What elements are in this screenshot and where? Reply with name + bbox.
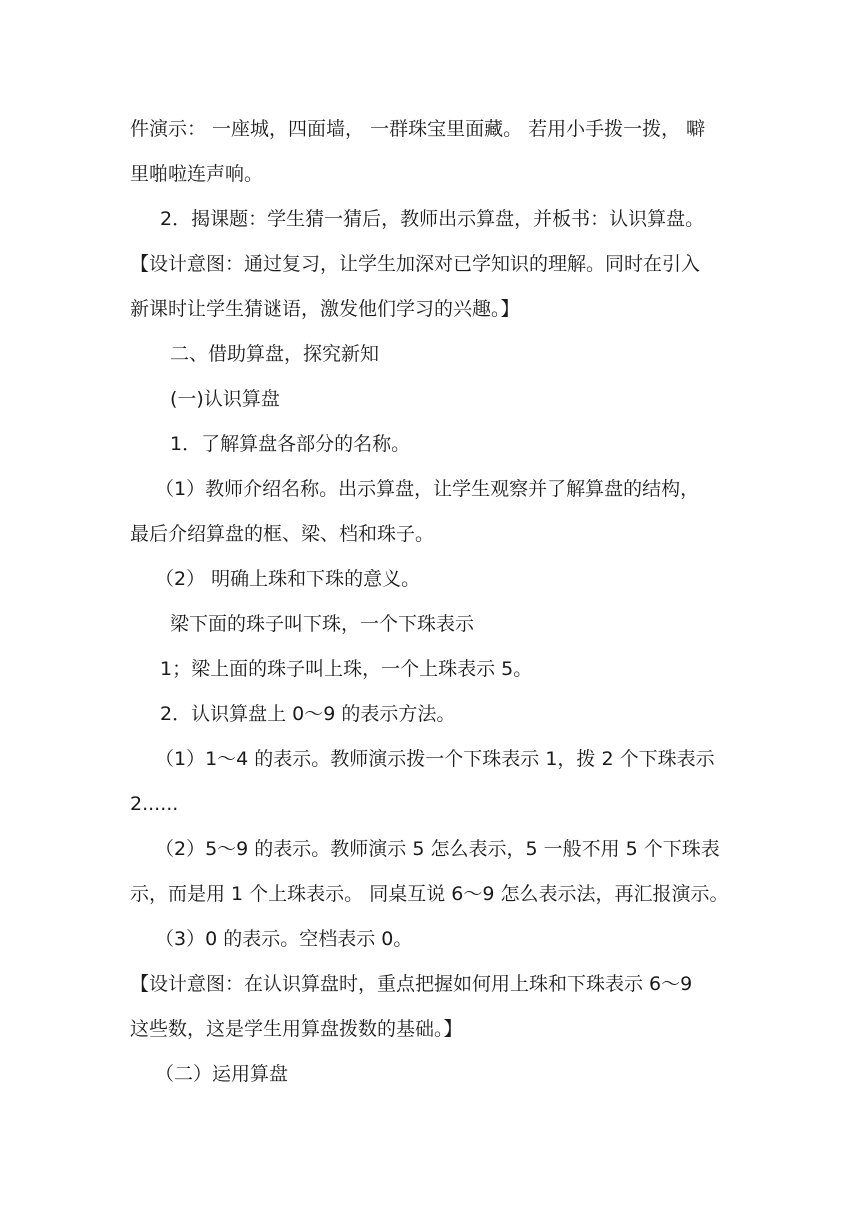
text-line: 这些数，这是学生用算盘拨数的基础。】 [130, 1018, 463, 1040]
text-line: 2...... [130, 793, 179, 815]
text-line: 梁下面的珠子叫下珠，一个下珠表示 [170, 613, 475, 635]
text-line: 件演示： 一座城，四面墙， 一群珠宝里面藏。 若用小手拨一拨， 噼 [130, 118, 706, 140]
text-line: 1．了解算盘各部分的名称。 [170, 433, 411, 455]
subsection-heading: （二）运用算盘 [155, 1063, 289, 1085]
text-line: 【设计意图：在认识算盘时，重点把握如何用上珠和下珠表示 6～9 [130, 973, 693, 995]
text-line: （2）5～9 的表示。教师演示 5 怎么表示，5 一般不用 5 个下珠表 [155, 838, 720, 860]
section-heading: 二、借助算盘，探究新知 [170, 343, 380, 365]
text-line: 最后介绍算盘的框、梁、档和珠子。 [130, 523, 435, 545]
text-line: （1）1～4 的表示。教师演示拨一个下珠表示 1，拨 2 个下珠表示 [155, 748, 715, 770]
text-line: 【设计意图：通过复习，让学生加深对已学知识的理解。同时在引入 [130, 253, 701, 275]
text-line: 里啪啦连声响。 [130, 163, 264, 185]
text-line: （1）教师介绍名称。出示算盘，让学生观察并了解算盘的结构， [155, 478, 700, 500]
text-line: （3）0 的表示。空档表示 0。 [155, 928, 413, 950]
text-line: 示，而是用 1 个上珠表示。 同桌互说 6～9 怎么表示法，再汇报演示。 [130, 883, 729, 905]
text-line: 2．揭课题：学生猜一猜后，教师出示算盘，并板书：认识算盘。 [160, 208, 705, 230]
text-line: 2．认识算盘上 0～9 的表示方法。 [160, 703, 456, 725]
text-line: 1；梁上面的珠子叫上珠，一个上珠表示 5。 [160, 658, 533, 680]
text-line: 新课时让学生猜谜语，激发他们学习的兴趣。】 [130, 298, 520, 320]
text-line: （2） 明确上珠和下珠的意义。 [155, 568, 421, 590]
subsection-heading: (一)认识算盘 [170, 388, 280, 410]
